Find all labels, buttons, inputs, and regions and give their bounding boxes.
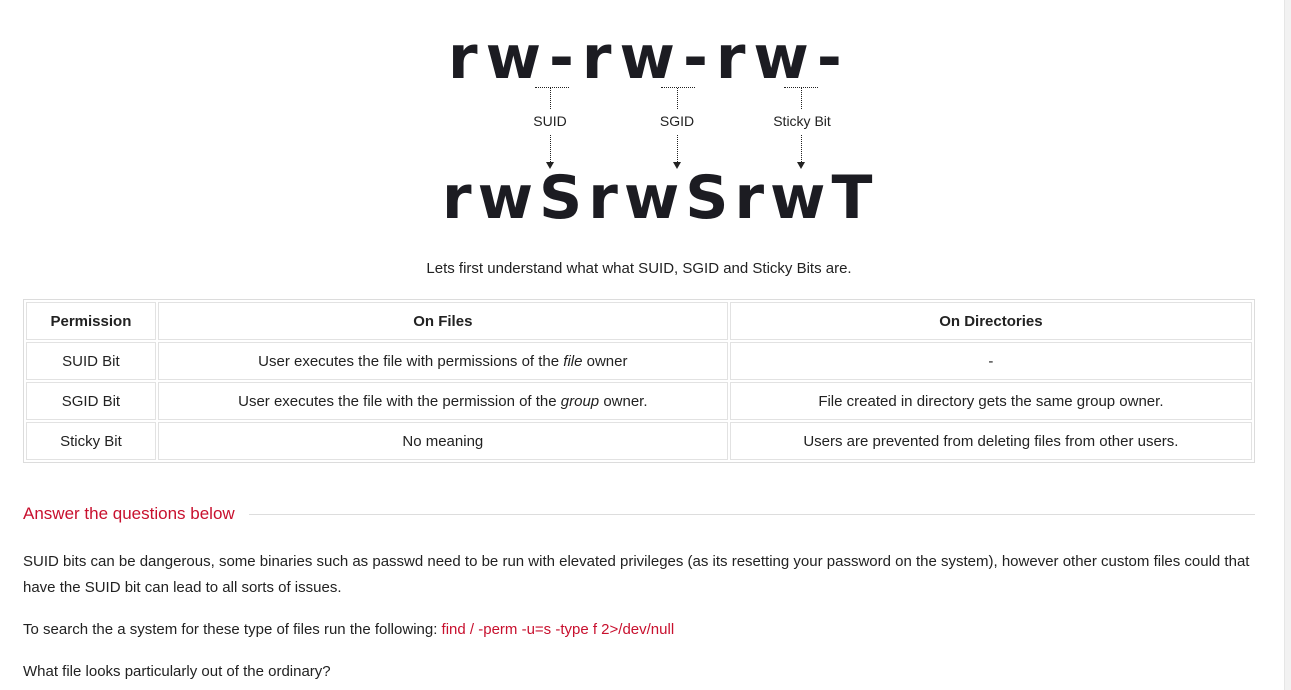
table-row xyxy=(26,342,1252,380)
special-permissions: rwSrwSrwT xyxy=(442,163,879,233)
cell-permission: Sticky Bit xyxy=(26,422,156,460)
suid-warning-paragraph: SUID bits can be dangerous, some binaries such as passwd need to be run with elevated privileges (as its resetting your password on the system), however other custom files could that have the SUID bit can lead to all sorts of issues. xyxy=(23,553,1250,596)
table-row xyxy=(26,382,1252,420)
sgid-label: SGID xyxy=(659,113,695,129)
answer-section-heading: Answer the questions below xyxy=(23,504,235,523)
intro-text: Lets first understand what what SUID, SGID and Sticky Bits are. xyxy=(426,260,852,277)
cell-on-files: User executes the file with the permission of the group owner. xyxy=(158,382,728,420)
cell-on-directories: File created in directory gets the same group owner. xyxy=(730,382,1252,420)
cell-on-directories: Users are prevented from deleting files from other users. xyxy=(730,422,1252,460)
sgid-connector-top xyxy=(677,88,678,109)
cell-on-directories: - xyxy=(730,342,1252,380)
suid-connector-bottom xyxy=(550,135,551,162)
cell-on-files: User executes the file with permissions of the file owner xyxy=(158,342,728,380)
sticky-bit-label: Sticky Bit xyxy=(773,113,831,129)
original-permissions: rw-rw-rw- xyxy=(448,23,850,93)
header-on-files: On Files xyxy=(158,302,728,340)
cell-permission: SUID Bit xyxy=(26,342,156,380)
permission-diagram xyxy=(430,18,879,248)
sticky-connector-bottom xyxy=(801,135,802,162)
cell-permission: SGID Bit xyxy=(26,382,156,420)
permissions-table xyxy=(23,299,1255,463)
section-divider xyxy=(249,514,1255,515)
header-on-directories: On Directories xyxy=(730,302,1252,340)
sgid-connector-bottom xyxy=(677,135,678,162)
table-row xyxy=(26,422,1252,460)
question-text: What file looks particularly out of the ordinary? xyxy=(23,663,331,680)
table-header-row xyxy=(26,302,1252,340)
find-command: find / -perm -u=s -type f 2>/dev/null xyxy=(441,621,675,638)
sticky-connector-top xyxy=(801,88,802,109)
header-permission: Permission xyxy=(26,302,156,340)
search-instruction-paragraph xyxy=(23,617,1255,643)
suid-bracket xyxy=(535,87,569,88)
sgid-bracket xyxy=(661,87,695,88)
cell-on-files: No meaning xyxy=(158,422,728,460)
suid-connector-top xyxy=(550,88,551,109)
search-instruction-text: To search the a system for these type of files run the following: xyxy=(23,621,442,638)
suid-label: SUID xyxy=(533,113,567,129)
scrollbar-track[interactable] xyxy=(1284,0,1291,690)
